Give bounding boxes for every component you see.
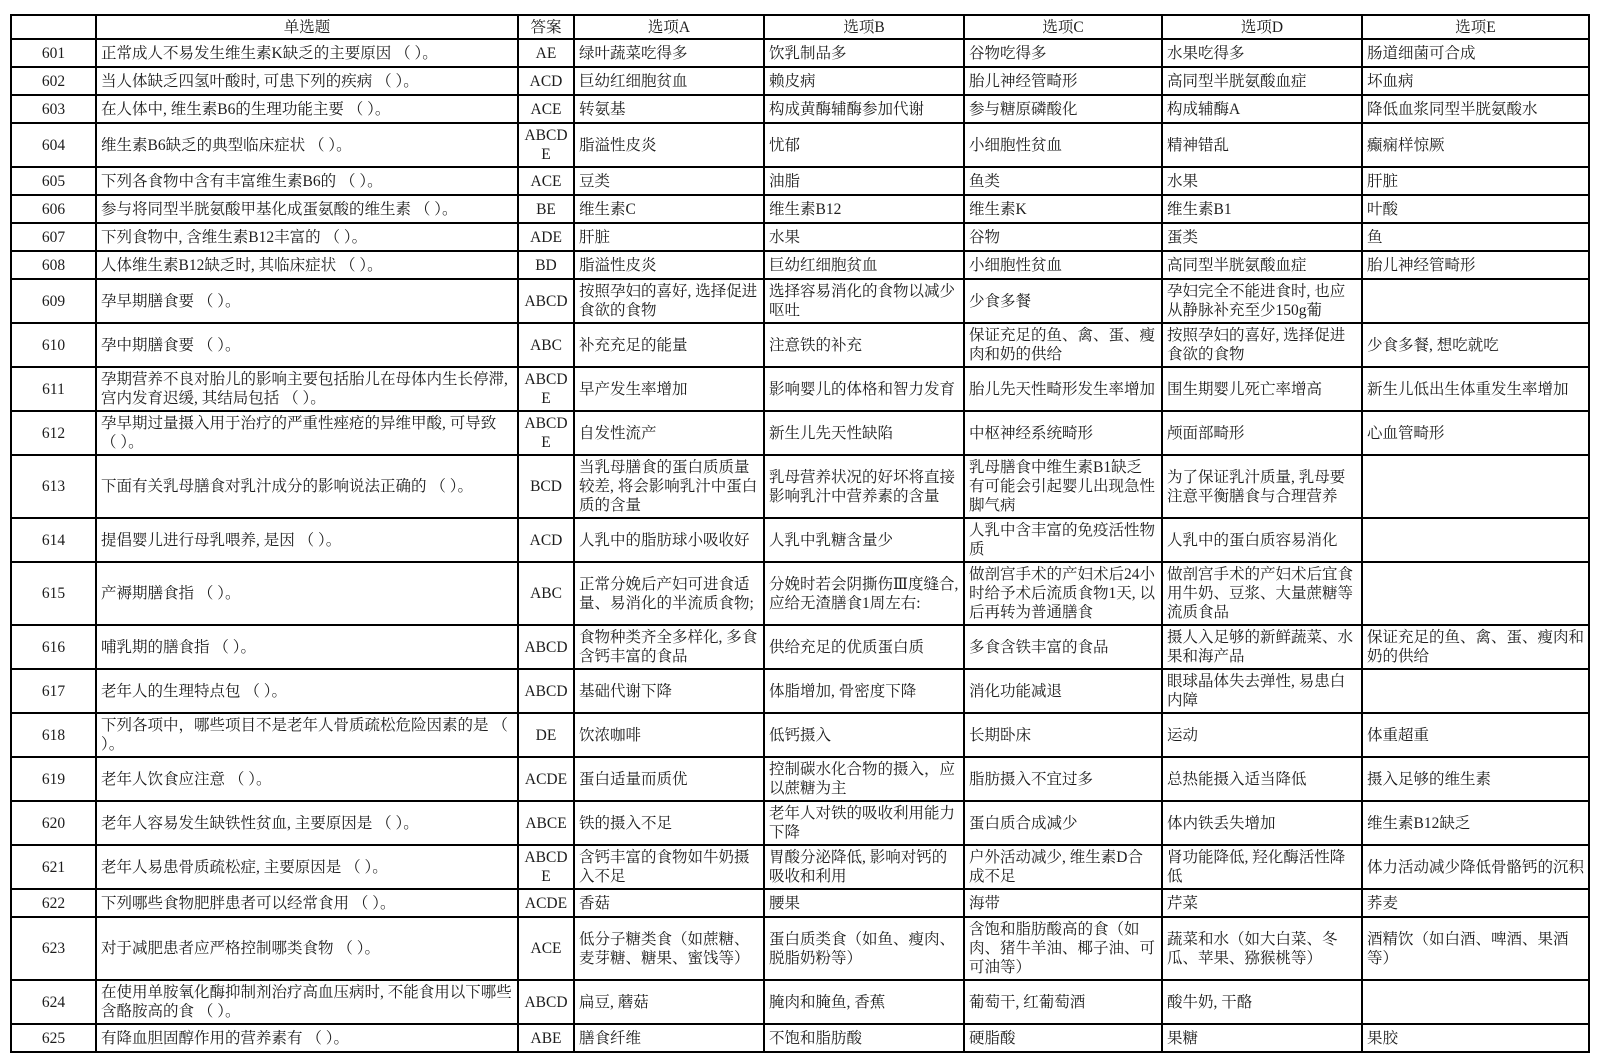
option-a-cell: 铁的摄入不足 [574, 801, 764, 845]
question-cell: 孕早期过量摄入用于治疗的严重性痤疮的异维甲酸, 可导致 （ ）。 [96, 411, 518, 455]
table-row [11, 1024, 1589, 1052]
option-c-cell: 谷物 [964, 223, 1162, 251]
row-number-cell: 613 [11, 455, 96, 518]
option-d-cell: 蔬菜和水（如大白菜、冬瓜、苹果、猕猴桃等） [1162, 917, 1362, 980]
question-table [10, 14, 1590, 1053]
question-cell: 孕期营养不良对胎儿的影响主要包括胎儿在母体内生长停滞, 宫内发育迟缓, 其结局包括 （ ）。 [96, 367, 518, 411]
row-number-cell: 617 [11, 669, 96, 713]
option-a-cell: 维生素C [574, 195, 764, 223]
answer-cell: ACD [518, 67, 574, 95]
answer-cell: ABC [518, 562, 574, 625]
question-cell: 老年人饮食应注意 （ ）。 [96, 757, 518, 801]
option-c-cell: 乳母膳食中维生素B1缺乏有可能会引起婴儿出现急性脚气病 [964, 455, 1162, 518]
question-cell: 当人体缺乏四氢叶酸时, 可患下列的疾病 （ ）。 [96, 67, 518, 95]
option-a-cell: 扁豆, 蘑菇 [574, 980, 764, 1024]
table-row [11, 39, 1589, 67]
option-d-cell: 人乳中的蛋白质容易消化 [1162, 518, 1362, 562]
option-b-cell: 饮乳制品多 [764, 39, 964, 67]
question-cell: 产褥期膳食指 （ ）。 [96, 562, 518, 625]
option-d-cell: 做剖宫手术的产妇术后宜食用牛奶、豆浆、大量蔗糖等流质食品 [1162, 562, 1362, 625]
option-a-cell: 巨幼红细胞贫血 [574, 67, 764, 95]
option-c-cell: 长期卧床 [964, 713, 1162, 757]
answer-cell: ABCDE [518, 123, 574, 167]
header-option-a: 选项A [574, 15, 764, 39]
row-number-cell: 610 [11, 323, 96, 367]
answer-cell: ABCDE [518, 845, 574, 889]
table-row [11, 411, 1589, 455]
option-b-cell: 巨幼红细胞贫血 [764, 251, 964, 279]
option-b-cell: 构成黄酶辅酶参加代谢 [764, 95, 964, 123]
header-row [11, 15, 1589, 39]
header-question: 单选题 [96, 15, 518, 39]
question-cell: 维生素B6缺乏的典型临床症状 （ ）。 [96, 123, 518, 167]
option-e-cell: 新生儿低出生体重发生率增加 [1362, 367, 1589, 411]
answer-cell: DE [518, 713, 574, 757]
row-number-cell: 624 [11, 980, 96, 1024]
answer-cell: ABCD [518, 669, 574, 713]
answer-cell: ACE [518, 167, 574, 195]
option-b-cell: 新生儿先天性缺陷 [764, 411, 964, 455]
question-cell: 对于减肥患者应严格控制哪类食物 （ ）。 [96, 917, 518, 980]
question-cell: 下列哪些食物肥胖患者可以经常食用 （ ）。 [96, 889, 518, 917]
table-row [11, 67, 1589, 95]
option-e-cell [1362, 279, 1589, 323]
row-number-cell: 611 [11, 367, 96, 411]
option-d-cell: 运动 [1162, 713, 1362, 757]
table-row [11, 223, 1589, 251]
answer-cell: ACE [518, 917, 574, 980]
row-number-cell: 604 [11, 123, 96, 167]
row-number-cell: 606 [11, 195, 96, 223]
row-number-cell: 607 [11, 223, 96, 251]
option-d-cell: 按照孕妇的喜好, 选择促进食欲的食物 [1162, 323, 1362, 367]
option-b-cell: 维生素B12 [764, 195, 964, 223]
question-cell: 下面有关乳母膳食对乳汁成分的影响说法正确的 （ ）。 [96, 455, 518, 518]
option-e-cell: 肝脏 [1362, 167, 1589, 195]
question-cell: 哺乳期的膳食指 （ ）。 [96, 625, 518, 669]
option-e-cell: 坏血病 [1362, 67, 1589, 95]
option-d-cell: 肾功能降低, 羟化酶活性降低 [1162, 845, 1362, 889]
table-row [11, 95, 1589, 123]
option-e-cell: 体重超重 [1362, 713, 1589, 757]
option-c-cell: 胎儿神经管畸形 [964, 67, 1162, 95]
option-d-cell: 果糖 [1162, 1024, 1362, 1052]
option-c-cell: 中枢神经系统畸形 [964, 411, 1162, 455]
answer-cell: ACD [518, 518, 574, 562]
table-row [11, 669, 1589, 713]
row-number-cell: 602 [11, 67, 96, 95]
option-c-cell: 含饱和脂肪酸高的食（如肉、猪牛羊油、椰子油、可可油等） [964, 917, 1162, 980]
option-c-cell: 消化功能减退 [964, 669, 1162, 713]
option-c-cell: 保证充足的鱼、禽、蛋、瘦肉和奶的供给 [964, 323, 1162, 367]
option-b-cell: 供给充足的优质蛋白质 [764, 625, 964, 669]
option-c-cell: 脂肪摄入不宜过多 [964, 757, 1162, 801]
option-a-cell: 饮浓咖啡 [574, 713, 764, 757]
option-b-cell: 蛋白质类食（如鱼、瘦肉、脱脂奶粉等） [764, 917, 964, 980]
option-c-cell: 参与糖原磷酸化 [964, 95, 1162, 123]
answer-cell: ABCD [518, 980, 574, 1024]
option-e-cell: 果胶 [1362, 1024, 1589, 1052]
option-e-cell [1362, 455, 1589, 518]
answer-cell: ABCD [518, 625, 574, 669]
option-d-cell: 精神错乱 [1162, 123, 1362, 167]
question-cell: 提倡婴儿进行母乳喂养, 是因 （ ）。 [96, 518, 518, 562]
answer-cell: ABCDE [518, 367, 574, 411]
option-e-cell: 摄入足够的维生素 [1362, 757, 1589, 801]
table-row [11, 845, 1589, 889]
table-row [11, 917, 1589, 980]
header-option-e: 选项E [1362, 15, 1589, 39]
table-row [11, 562, 1589, 625]
question-cell: 老年人容易发生缺铁性贫血, 主要原因是 （ ）。 [96, 801, 518, 845]
answer-cell: ABE [518, 1024, 574, 1052]
option-e-cell: 体力活动减少降低骨骼钙的沉积 [1362, 845, 1589, 889]
option-c-cell: 海带 [964, 889, 1162, 917]
option-d-cell: 总热能摄入适当降低 [1162, 757, 1362, 801]
row-number-cell: 619 [11, 757, 96, 801]
option-b-cell: 胃酸分泌降低, 影响对钙的吸收和利用 [764, 845, 964, 889]
question-cell: 在人体中, 维生素B6的生理功能主要 （ ）。 [96, 95, 518, 123]
option-b-cell: 低钙摄入 [764, 713, 964, 757]
option-d-cell: 维生素B1 [1162, 195, 1362, 223]
question-cell: 孕中期膳食要 （ ）。 [96, 323, 518, 367]
option-a-cell: 脂溢性皮炎 [574, 251, 764, 279]
option-e-cell [1362, 980, 1589, 1024]
table-row [11, 889, 1589, 917]
option-a-cell: 自发性流产 [574, 411, 764, 455]
option-b-cell: 水果 [764, 223, 964, 251]
option-d-cell: 酸牛奶, 干酪 [1162, 980, 1362, 1024]
question-cell: 下列各项中，哪些项目不是老年人骨质疏松危险因素的是 （ ）。 [96, 713, 518, 757]
table-row [11, 625, 1589, 669]
option-c-cell: 胎儿先天性畸形发生率增加 [964, 367, 1162, 411]
option-c-cell: 户外活动减少, 维生素D合成不足 [964, 845, 1162, 889]
answer-cell: ACDE [518, 757, 574, 801]
table-row [11, 279, 1589, 323]
question-cell: 参与将同型半胱氨酸甲基化成蛋氨酸的维生素 （ ）。 [96, 195, 518, 223]
option-d-cell: 摄人入足够的新鲜蔬菜、水果和海产品 [1162, 625, 1362, 669]
row-number-cell: 623 [11, 917, 96, 980]
row-number-cell: 618 [11, 713, 96, 757]
option-b-cell: 人乳中乳糖含量少 [764, 518, 964, 562]
table-row [11, 801, 1589, 845]
option-b-cell: 老年人对铁的吸收利用能力下降 [764, 801, 964, 845]
row-number-cell: 620 [11, 801, 96, 845]
option-c-cell: 小细胞性贫血 [964, 123, 1162, 167]
option-e-cell: 叶酸 [1362, 195, 1589, 223]
option-e-cell: 少食多餐, 想吃就吃 [1362, 323, 1589, 367]
option-b-cell: 影响婴儿的体格和智力发育 [764, 367, 964, 411]
option-c-cell: 葡萄干, 红葡萄酒 [964, 980, 1162, 1024]
option-a-cell: 人乳中的脂肪球小吸收好 [574, 518, 764, 562]
option-a-cell: 基础代谢下降 [574, 669, 764, 713]
option-e-cell: 肠道细菌可合成 [1362, 39, 1589, 67]
option-a-cell: 按照孕妇的喜好, 选择促进食欲的食物 [574, 279, 764, 323]
option-e-cell: 降低血浆同型半胱氨酸水 [1362, 95, 1589, 123]
option-c-cell: 谷物吃得多 [964, 39, 1162, 67]
table-row [11, 367, 1589, 411]
option-b-cell: 分娩时若会阴撕伤Ⅲ度缝合, 应给无渣膳食1周左右: [764, 562, 964, 625]
option-c-cell: 做剖宫手术的产妇术后24小时给予术后流质食物1天, 以后再转为普通膳食 [964, 562, 1162, 625]
option-c-cell: 小细胞性贫血 [964, 251, 1162, 279]
table-row [11, 123, 1589, 167]
answer-cell: AE [518, 39, 574, 67]
option-d-cell: 围生期婴儿死亡率增高 [1162, 367, 1362, 411]
option-b-cell: 乳母营养状况的好坏将直接影响乳汁中营养素的含量 [764, 455, 964, 518]
option-c-cell: 少食多餐 [964, 279, 1162, 323]
question-cell: 在使用单胺氧化酶抑制剂治疗高血压病时, 不能食用以下哪些含酪胺高的食 （ ）。 [96, 980, 518, 1024]
option-a-cell: 补充充足的能量 [574, 323, 764, 367]
table-row [11, 323, 1589, 367]
answer-cell: ABCD [518, 279, 574, 323]
question-cell: 下列食物中, 含维生素B12丰富的 （ ）。 [96, 223, 518, 251]
option-d-cell: 水果吃得多 [1162, 39, 1362, 67]
row-number-cell: 614 [11, 518, 96, 562]
option-d-cell: 颅面部畸形 [1162, 411, 1362, 455]
answer-cell: BCD [518, 455, 574, 518]
answer-cell: ABC [518, 323, 574, 367]
row-number-cell: 603 [11, 95, 96, 123]
option-e-cell: 心血管畸形 [1362, 411, 1589, 455]
row-number-cell: 622 [11, 889, 96, 917]
option-a-cell: 脂溢性皮炎 [574, 123, 764, 167]
question-cell: 有降血胆固醇作用的营养素有 （ ）。 [96, 1024, 518, 1052]
row-number-cell: 621 [11, 845, 96, 889]
option-c-cell: 维生素K [964, 195, 1162, 223]
option-b-cell: 忧郁 [764, 123, 964, 167]
question-cell: 人体维生素B12缺乏时, 其临床症状 （ ）。 [96, 251, 518, 279]
option-b-cell: 注意铁的补充 [764, 323, 964, 367]
option-b-cell: 不饱和脂肪酸 [764, 1024, 964, 1052]
table-row [11, 251, 1589, 279]
row-number-cell: 616 [11, 625, 96, 669]
row-number-cell: 609 [11, 279, 96, 323]
option-a-cell: 蛋白适量而质优 [574, 757, 764, 801]
row-number-cell: 605 [11, 167, 96, 195]
answer-cell: BD [518, 251, 574, 279]
option-a-cell: 香菇 [574, 889, 764, 917]
option-e-cell: 鱼 [1362, 223, 1589, 251]
table-row [11, 455, 1589, 518]
option-b-cell: 腌肉和腌鱼, 香蕉 [764, 980, 964, 1024]
option-a-cell: 绿叶蔬菜吃得多 [574, 39, 764, 67]
option-c-cell: 多食含铁丰富的食品 [964, 625, 1162, 669]
header-option-b: 选项B [764, 15, 964, 39]
option-c-cell: 蛋白质合成减少 [964, 801, 1162, 845]
row-number-cell: 615 [11, 562, 96, 625]
header-row-number [11, 15, 96, 39]
option-a-cell: 膳食纤维 [574, 1024, 764, 1052]
option-d-cell: 芹菜 [1162, 889, 1362, 917]
row-number-cell: 608 [11, 251, 96, 279]
row-number-cell: 601 [11, 39, 96, 67]
option-e-cell: 癫痫样惊厥 [1362, 123, 1589, 167]
option-e-cell [1362, 562, 1589, 625]
header-option-d: 选项D [1162, 15, 1362, 39]
option-a-cell: 食物种类齐全多样化, 多食含钙丰富的食品 [574, 625, 764, 669]
table-row [11, 518, 1589, 562]
question-cell: 下列各食物中含有丰富维生素B6的 （ ）。 [96, 167, 518, 195]
option-b-cell: 油脂 [764, 167, 964, 195]
table-row [11, 713, 1589, 757]
answer-cell: ACE [518, 95, 574, 123]
option-b-cell: 赖皮病 [764, 67, 964, 95]
option-b-cell: 控制碳水化合物的摄入，应以蔗糖为主 [764, 757, 964, 801]
answer-cell: ACDE [518, 889, 574, 917]
row-number-cell: 625 [11, 1024, 96, 1052]
option-d-cell: 高同型半胱氨酸血症 [1162, 251, 1362, 279]
question-cell: 正常成人不易发生维生素K缺乏的主要原因 （ ）。 [96, 39, 518, 67]
option-d-cell: 构成辅酶A [1162, 95, 1362, 123]
option-d-cell: 水果 [1162, 167, 1362, 195]
question-cell: 孕早期膳食要 （ ）。 [96, 279, 518, 323]
option-b-cell: 选择容易消化的食物以减少呕吐 [764, 279, 964, 323]
option-b-cell: 体脂增加, 骨密度下降 [764, 669, 964, 713]
option-d-cell: 孕妇完全不能进食时, 也应从静脉补充至少150g葡 [1162, 279, 1362, 323]
answer-cell: ADE [518, 223, 574, 251]
option-e-cell: 胎儿神经管畸形 [1362, 251, 1589, 279]
option-e-cell: 酒精饮（如白酒、啤酒、果酒等） [1362, 917, 1589, 980]
table-row [11, 757, 1589, 801]
option-e-cell: 荞麦 [1362, 889, 1589, 917]
option-e-cell [1362, 669, 1589, 713]
option-d-cell: 为了保证乳汁质量, 乳母要注意平衡膳食与合理营养 [1162, 455, 1362, 518]
option-a-cell: 转氨基 [574, 95, 764, 123]
option-e-cell [1362, 518, 1589, 562]
option-a-cell: 豆类 [574, 167, 764, 195]
header-option-c: 选项C [964, 15, 1162, 39]
option-a-cell: 正常分娩后产妇可进食适量、易消化的半流质食物; [574, 562, 764, 625]
option-a-cell: 含钙丰富的食物如牛奶摄入不足 [574, 845, 764, 889]
table-row [11, 167, 1589, 195]
option-e-cell: 维生素B12缺乏 [1362, 801, 1589, 845]
row-number-cell: 612 [11, 411, 96, 455]
option-b-cell: 腰果 [764, 889, 964, 917]
option-a-cell: 低分子糖类食（如蔗糖、麦芽糖、糖果、蜜饯等） [574, 917, 764, 980]
option-a-cell: 早产发生率增加 [574, 367, 764, 411]
option-c-cell: 硬脂酸 [964, 1024, 1162, 1052]
table-row [11, 980, 1589, 1024]
question-cell: 老年人易患骨质疏松症, 主要原因是 （ ）。 [96, 845, 518, 889]
option-a-cell: 当乳母膳食的蛋白质质量较差, 将会影响乳汁中蛋白质的含量 [574, 455, 764, 518]
answer-cell: ABCE [518, 801, 574, 845]
option-c-cell: 鱼类 [964, 167, 1162, 195]
answer-cell: BE [518, 195, 574, 223]
option-d-cell: 蛋类 [1162, 223, 1362, 251]
option-e-cell: 保证充足的鱼、禽、蛋、瘦肉和奶的供给 [1362, 625, 1589, 669]
option-d-cell: 体内铁丢失增加 [1162, 801, 1362, 845]
answer-cell: ABCDE [518, 411, 574, 455]
question-cell: 老年人的生理特点包 （ ）。 [96, 669, 518, 713]
header-answer: 答案 [518, 15, 574, 39]
table-row [11, 195, 1589, 223]
option-d-cell: 眼球晶体失去弹性, 易患白内障 [1162, 669, 1362, 713]
option-d-cell: 高同型半胱氨酸血症 [1162, 67, 1362, 95]
option-c-cell: 人乳中含丰富的免疫活性物质 [964, 518, 1162, 562]
option-a-cell: 肝脏 [574, 223, 764, 251]
